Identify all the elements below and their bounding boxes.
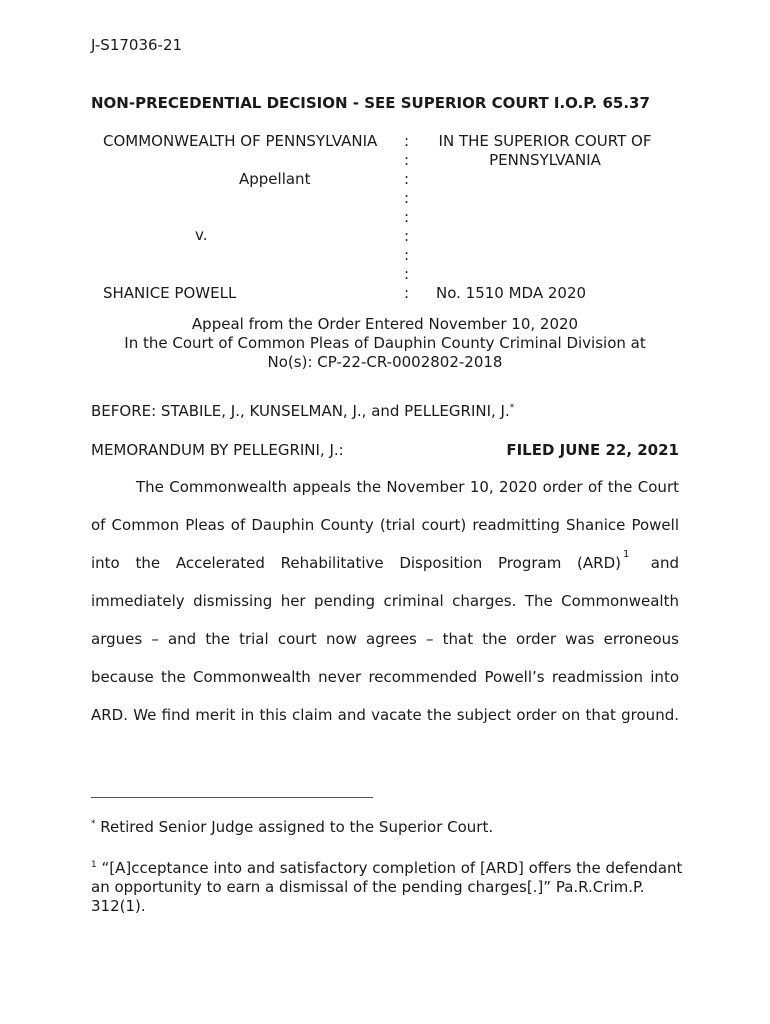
caption-colon: :: [404, 151, 410, 169]
appeal-line: In the Court of Common Pleas of Dauphin County Criminal Division at: [124, 334, 646, 352]
footnote-separator: [91, 797, 373, 798]
caption-colon: :: [404, 132, 410, 150]
before-panel: [91, 402, 514, 420]
footnote-star-mark: *: [91, 819, 96, 829]
caption-colon: :: [404, 265, 410, 283]
footnote-1-line: $^1$ “[A]cceptance into and satisfactory completion of [ARD] offers the defendant: [91, 859, 683, 877]
party-role-appellant: Appellant: [239, 170, 311, 188]
caption-colon: :: [404, 284, 410, 302]
body-line-flex: [91, 549, 679, 572]
footnote-star: [91, 818, 679, 836]
footnote-1: [91, 856, 683, 916]
party-commonwealth: COMMONWEALTH OF PENNSYLVANIA: [103, 132, 378, 150]
footnote-star-text: Retired Senior Judge assigned to the Superior Court.: [100, 818, 494, 836]
caption-colon: :: [404, 227, 410, 245]
footnote-star-ref: *: [509, 403, 515, 413]
before-text: BEFORE: STABILE, J., KUNSELMAN, J., and PELLEGRINI, J.: [91, 402, 510, 420]
footnote-1-line: an opportunity to earn a dismissal of the pending charges[.]” Pa.R.Crim.P.: [91, 878, 645, 896]
caption-colon: :: [404, 208, 410, 226]
body-line: because the Commonwealth never recommended Powell’s readmission into: [91, 668, 679, 686]
body-line-with-footnote: [91, 549, 679, 572]
footnote-1-line: 312(1).: [91, 897, 146, 915]
docket-number: No. 1510 MDA 2020: [436, 284, 587, 302]
memorandum-author: MEMORANDUM BY PELLEGRINI, J.:: [91, 441, 344, 459]
body-line-main: into the Accelerated Rehabilitative Disposition Program (ARD) 1: [91, 549, 630, 572]
caption-court: [420, 132, 670, 170]
party-powell: SHANICE POWELL: [103, 284, 237, 302]
filed-date: FILED JUNE 22, 2021: [506, 441, 679, 459]
appeal-line: Appeal from the Order Entered November 10, 2020: [191, 315, 579, 333]
caption-colon: :: [404, 246, 410, 264]
versus: v.: [195, 226, 208, 244]
appeal-line: No(s): CP-22-CR-0002802-2018: [267, 353, 503, 371]
body-line: immediately dismissing her pending criminal charges. The Commonwealth: [91, 592, 679, 610]
body-line-end: and: [650, 554, 679, 572]
body-line: of Common Pleas of Dauphin County (trial court) readmitting Shanice Powell: [91, 516, 679, 534]
decision-heading: NON-PRECEDENTIAL DECISION - SEE SUPERIOR COURT I.O.P. 65.37: [91, 94, 650, 112]
footnote-1-ref: 1: [623, 549, 630, 560]
court-name-line2: PENNSYLVANIA: [489, 151, 601, 169]
document-id: J-S17036-21: [91, 36, 183, 54]
appeal-block: [91, 315, 679, 372]
body-line: argues – and the trial court now agrees – that the order was erroneous: [91, 630, 679, 648]
caption-colon: :: [404, 170, 410, 188]
footnote-1-mark: 1: [91, 860, 97, 870]
body-line: The Commonwealth appeals the November 10, 2020 order of the Court: [136, 478, 679, 496]
body-line: ARD. We find merit in this claim and vacate the subject order on that ground.: [91, 706, 679, 724]
caption-colon: :: [404, 189, 410, 207]
court-name-line1: IN THE SUPERIOR COURT OF: [438, 132, 652, 150]
